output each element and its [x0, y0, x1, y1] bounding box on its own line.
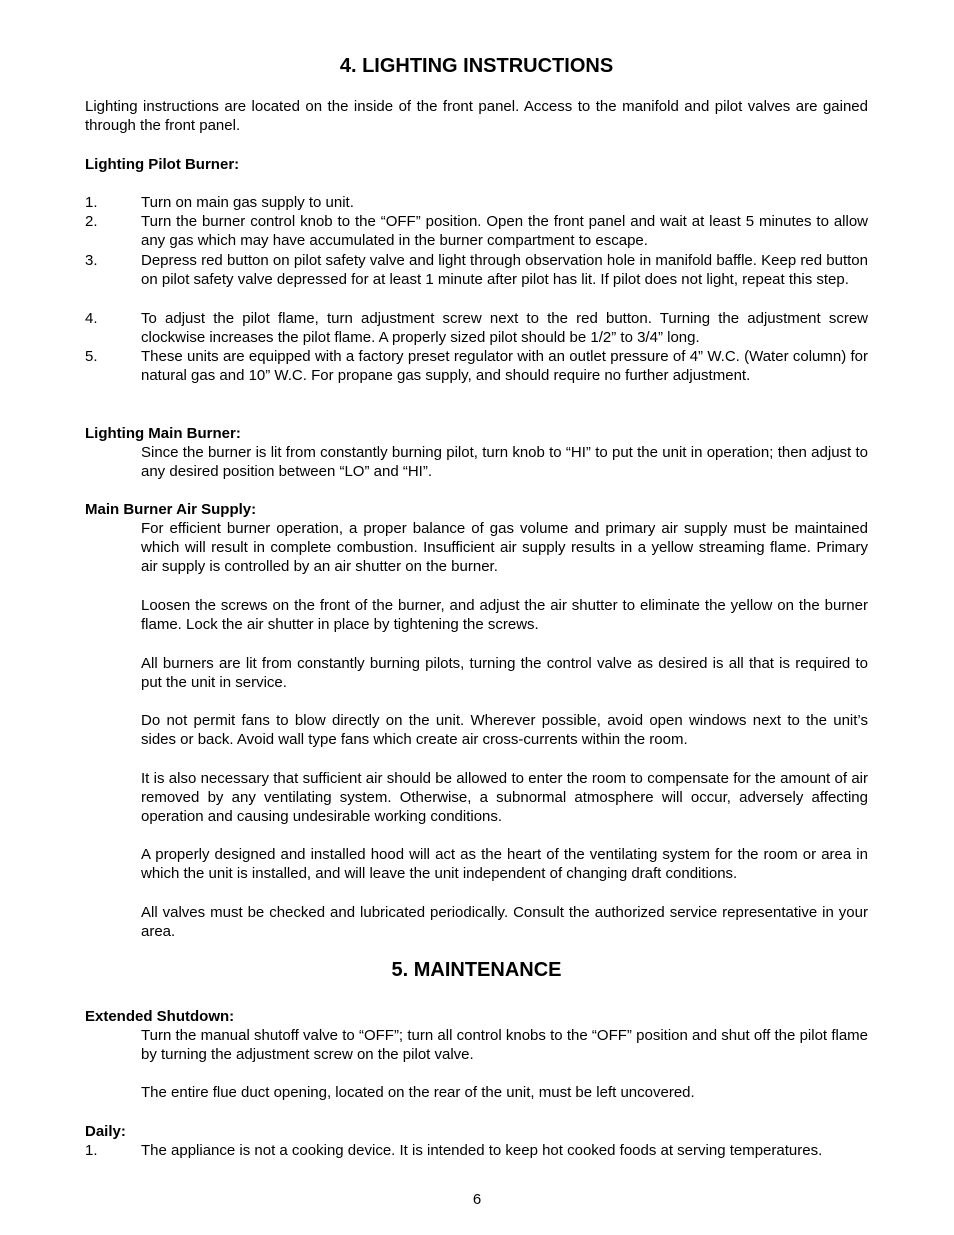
air-paragraph: All burners are lit from constantly burning pilots, turning the control valve as desired is all that is required to put the unit in service. — [141, 655, 868, 692]
air-paragraph: For efficient burner operation, a proper balance of gas volume and primary air supply must be maintained which will result in complete combustion. Insufficient air supply results in a yellow streaming flame. Primary air supply is controlled by an air shutter on the burner. — [141, 520, 868, 576]
step-text: Turn on main gas supply to unit. — [141, 194, 354, 211]
heading-air-supply: Main Burner Air Supply: — [85, 501, 257, 518]
heading-daily: Daily: — [85, 1123, 126, 1140]
shutdown-paragraph: Turn the manual shutoff valve to “OFF”; turn all control knobs to the “OFF” position and shut off the pilot flame by turning the adjustment screw on the pilot valve. — [141, 1027, 868, 1064]
step-number: 4. — [85, 310, 98, 327]
section-title-lighting: 4. LIGHTING INSTRUCTIONS — [339, 55, 614, 77]
air-paragraph: A properly designed and installed hood will act as the heart of the ventilating system for the room or area in which the unit is installed, and will leave the unit independent of changing draft conditions. — [141, 846, 868, 883]
step-number: 5. — [85, 348, 98, 365]
step-text: To adjust the pilot flame, turn adjustment screw next to the red button. Turning the adjustment screw clockwise increases the pilot flame. A properly sized pilot should be 1/2” to 3/4” long. — [141, 310, 868, 347]
step-number: 3. — [85, 252, 98, 269]
main-burner-text: Since the burner is lit from constantly burning pilot, turn knob to “HI” to put the unit in operation; then adjust to any desired position between “LO” and “HI”. — [141, 444, 868, 481]
air-paragraph: Do not permit fans to blow directly on the unit. Wherever possible, avoid open windows next to the unit’s sides or back. Avoid wall type fans which create air cross-currents within the room. — [141, 712, 868, 749]
page-number: 6 — [472, 1191, 482, 1208]
step-number: 1. — [85, 194, 98, 211]
shutdown-paragraph: The entire flue duct opening, located on the rear of the unit, must be left uncovered. — [141, 1084, 695, 1101]
heading-extended-shutdown: Extended Shutdown: — [85, 1008, 235, 1025]
step-number: 2. — [85, 213, 98, 230]
air-paragraph: All valves must be checked and lubricated periodically. Consult the authorized service representative in your area. — [141, 904, 868, 941]
step-text: Turn the burner control knob to the “OFF” position. Open the front panel and wait at least 5 minutes to allow any gas which may have accumulated in the burner compartment to escape. — [141, 213, 868, 250]
intro-paragraph: Lighting instructions are located on the inside of the front panel. Access to the manifold and pilot valves are gained through the front panel. — [85, 98, 868, 135]
air-paragraph: Loosen the screws on the front of the burner, and adjust the air shutter to eliminate the yellow on the burner flame. Lock the air shutter in place by tightening the screws. — [141, 597, 868, 634]
section-title-maintenance: 5. MAINTENANCE — [391, 959, 562, 981]
step-text: The appliance is not a cooking device. It is intended to keep hot cooked foods at serving temperatures. — [141, 1142, 823, 1159]
step-text: Depress red button on pilot safety valve and light through observation hole in manifold baffle. Keep red button on pilot safety valve depressed for at least 1 minute after pilot has lit. If pilot does not light, repeat this step. — [141, 252, 868, 289]
air-paragraph: It is also necessary that sufficient air should be allowed to enter the room to compensate for the amount of air removed by any ventilating system. Otherwise, a subnormal atmosphere will occur, adversely affecting operation and causing undesirable working conditions. — [141, 770, 868, 826]
heading-main-burner: Lighting Main Burner: — [85, 425, 241, 442]
step-number: 1. — [85, 1142, 98, 1159]
heading-pilot-burner: Lighting Pilot Burner: — [85, 156, 240, 173]
step-text: These units are equipped with a factory preset regulator with an outlet pressure of 4” W.C. (Water column) for natural gas and 10” W.C. For propane gas supply, and should require no further adjustment. — [141, 348, 868, 385]
